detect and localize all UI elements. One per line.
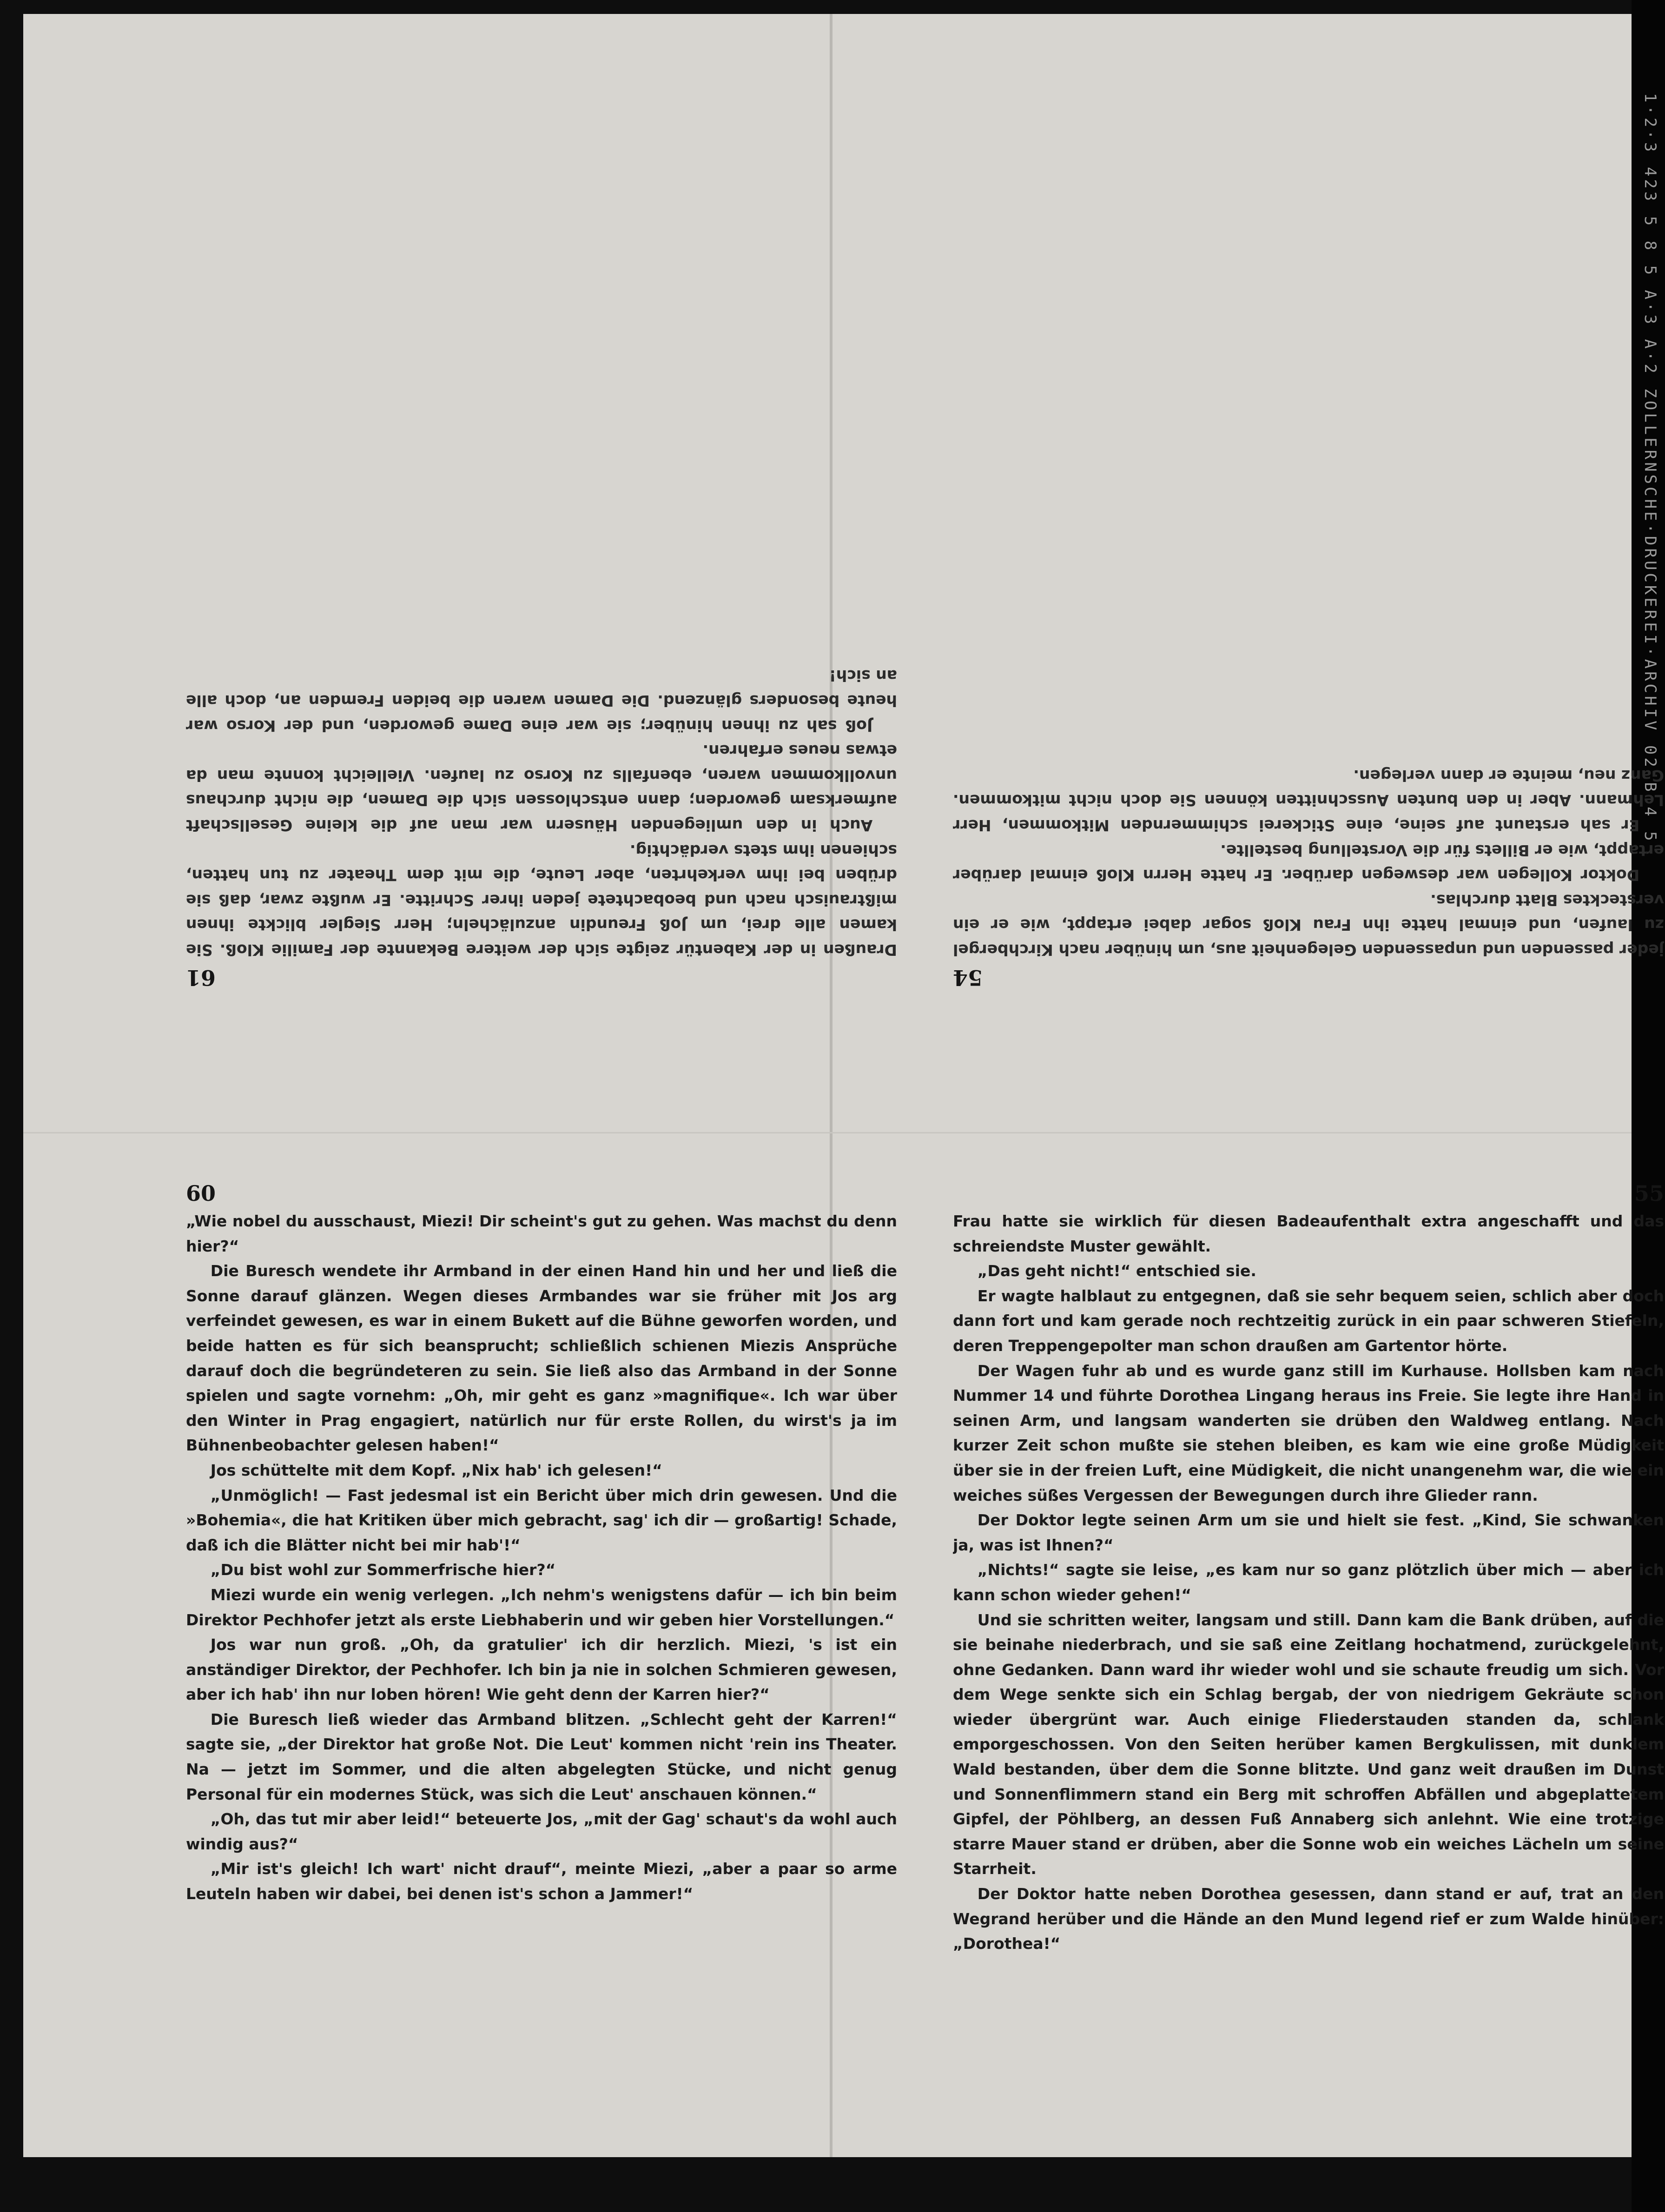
- paragraph: „Mir ist's gleich! Ich wart' nicht drauf“, meinte Miezi, „aber a paar so arme Leuteln haben wir dabei, bei denen ist's schon a Jammer!“: [186, 1860, 897, 1903]
- paragraph: Draußen in der Kabentür zeigte sich der weitere Bekannte der Familie Kloß. Sie kamen alle drei, um Joß Freundin anzulächeln; Herr Siegler blickte ihnen mißtrauisch nach und beobachtete jeden ihrer Schritte. Er wußte zwar, daß sie drüben bei ihm verkehrten, aber Leute, die mit dem Theater zu tun hatten, schienen ihm stets verdächtig.: [186, 841, 897, 959]
- page-61-upside-down: [186, 107, 897, 990]
- page-number: 61: [186, 965, 216, 990]
- paragraph: Der Doktor legte seinen Arm um sie und hielt sie fest. „Kind, Sie schwanken ja, was ist Ihnen?“: [953, 1511, 1664, 1554]
- film-edge-markings: 1·2·3 423 5 8 5 A·3 A·2 ZOLLERNSCHE·DRUCKEREI·ARCHIV 02 B 4 5: [1641, 93, 1659, 844]
- page-number: 54: [953, 965, 983, 990]
- paragraph: „Oh, das tut mir aber leid!“ beteuerte Jos, „mit der Gag' schaut's da wohl auch windig aus?“: [186, 1810, 897, 1853]
- paragraph: Der Wagen fuhr ab und es wurde ganz still im Kurhause. Hollsben kam nach Nummer 14 und führte Dorothea Lingang heraus ins Freie. Sie legte ihre Hand in seinen Arm, und langsam wanderten sie drüben den Waldweg entlang. Nach kurzer Zeit schon mußte sie stehen bleiben, es kam wie eine große Müdigkeit über sie in der freien Luft, eine Müdigkeit, die nicht unangenehm war, die wie ein weiches süßes Vergessen der Bewegungen durch ihre Glieder rann.: [953, 1361, 1664, 1504]
- paragraph: Die Buresch wendete ihr Armband in der einen Hand hin und her und ließ die Sonne darauf glänzen. Wegen dieses Armbandes war sie früher mit Jos arg verfeindet gewesen, es war in einem Bukett auf die Bühne geworfen worden, und beide hatten es für sich beansprucht; schließlich schienen Miezis Ansprüche darauf doch die begründeteren zu sein. Sie ließ also das Armband in der Sonne spielen und sagte vornehm: „Oh, mir geht es ganz »magnifique«. Ich war über den Winter in Prag engagiert, natürlich nur für erste Rollen, du wirst's ja im Bühnenbeobachter gelesen haben!“: [186, 1262, 897, 1455]
- paragraph: Die Buresch ließ wieder das Armband blitzen. „Schlecht geht der Karren!“ sagte sie, „der Direktor hat große Not. Die Leut' kommen nicht 'rein ins Theater. Na — jetzt im Sommer, und die alten abgelegten Stücke, und nicht genug Personal für ein modernes Stück, was sich die Leut' anschauen können.“: [186, 1710, 897, 1803]
- paragraph: „Nichts!“ sagte sie leise, „es kam nur so ganz plötzlich über mich — aber ich kann schon wieder gehen!“: [953, 1561, 1664, 1604]
- paragraph: Doktor Kollegen war deswegen darüber. Er hatte Herrn Kloß einmal darüber ertappt, wie er Billets für die Vorstellung bestellte.: [953, 841, 1664, 885]
- paragraph: „Du bist wohl zur Sommerfrische hier?“: [210, 1561, 556, 1579]
- paragraph: Er sah erstaunt auf seine, eine Stickerei schimmernden Mitkommen, Herr Lehmann. Aber in den bunten Ausschnitten können Sie doch nicht mitkommen. Ganz neu, meinte er dann verlegen.: [953, 766, 1664, 835]
- page-55: [953, 1181, 1664, 2064]
- paragraph: Der Doktor hatte neben Dorothea gesessen, dann stand er auf, trat an den Wegrand herüber und die Hände an den Mund legend rief er zum Walde hinüber: „Dorothea!“: [953, 1885, 1664, 1953]
- page-60: [186, 1181, 897, 2064]
- paragraph: Auch in den umliegenden Häusern war man auf die kleine Gesellschaft aufmerksam geworden; dann entschlossen sich die Damen, die nicht durchaus unvollkommen waren, ebenfalls zu Korso zu laufen. Vielleicht konnte man da etwas neues erfahren.: [186, 742, 897, 835]
- paragraph: „Wie nobel du ausschaust, Miezi! Dir scheint's gut zu gehen. Was machst du denn hier?“: [186, 1212, 897, 1255]
- paragraph: Jos war nun groß. „Oh, da gratulier' ich dir herzlich. Miezi, 's ist ein anständiger Direktor, der Pechhofer. Ich bin ja nie in solchen Schmieren gewesen, aber ich hab' ihn nur loben hören! Wie geht denn der Karren hier?“: [186, 1636, 897, 1704]
- paragraph: „Unmöglich! — Fast jedesmal ist ein Bericht über mich drin gewesen. Und die »Bohemia«, die hat Kritiken über mich gebracht, sag' ich dir — großartig! Schade, daß ich die Blätter nicht bei mir hab'!“: [186, 1486, 897, 1554]
- page-number: 60: [186, 1181, 216, 1206]
- paragraph: Joß sah zu ihnen hinüber; sie war eine Dame geworden, und der Korso war heute besonders glänzend. Die Damen waren die beiden Fremden an, doch alle an sich!: [186, 667, 897, 735]
- paragraph: Jos schüttelte mit dem Kopf. „Nix hab' ich gelesen!“: [210, 1461, 662, 1479]
- paragraph: Er wagte halblaut zu entgegnen, daß sie sehr bequem seien, schlich aber doch dann fort und kam gerade noch rechtzeitig zurück in ein paar schweren Stiefeln, deren Treppengepolter man schon draußen am Gartentor hörte.: [953, 1286, 1664, 1355]
- paragraph: jeder passenden und unpassenden Gelegenheit aus, um hinüber nach Kirchbergel zu laufen, und einmal hatte ihn Frau Kloß sogar dabei ertappt, wie er ein verstecktes Blatt durchlas.: [953, 891, 1664, 959]
- paragraph: Miezi wurde ein wenig verlegen. „Ich nehm's wenigstens dafür — ich bin beim Direktor Pechhofer jetzt als erste Liebhaberin und wir geben hier Vorstellungen.“: [186, 1585, 897, 1629]
- paragraph: Frau hatte sie wirklich für diesen Badeaufenthalt extra angeschafft und das schreiendste Muster gewählt.: [953, 1212, 1664, 1255]
- paragraph: „Das geht nicht!“ entschied sie.: [977, 1262, 1256, 1280]
- sheet-crease: [23, 1132, 1632, 1133]
- page-number: 55: [1634, 1181, 1664, 1206]
- page-54-upside-down: [953, 107, 1664, 990]
- paragraph: Und sie schritten weiter, langsam und still. Dann kam die Bank drüben, auf die sie beinahe niederbrach, und sie saß eine Zeitlang hochatmend, zurückgelehnt, ohne Gedanken. Dann ward ihr wieder wohl und sie schaute freudig um sich. Vor dem Wege senkte sich ein Schlag bergab, der von niedrigem Gekräute schon wieder übergrünt war. Auch einige Fliederstauden standen da, schlank emporgeschossen. Von den Seiten herüber kamen Bergkulissen, mit dunklem Wald bestanden, über dem die Sonne blitzte. Und ganz weit draußen im Dunst und Sonnenflimmern stand ein Berg mit schroffen Abfällen und abgeplattetem Gipfel, der Pöhlberg, an dessen Fuß Annaberg sich anlehnt. Wie eine trotzige starre Mauer stand er drüben, aber die Sonne wob ein weiches Lächeln um seine Starrheit.: [953, 1610, 1664, 1878]
